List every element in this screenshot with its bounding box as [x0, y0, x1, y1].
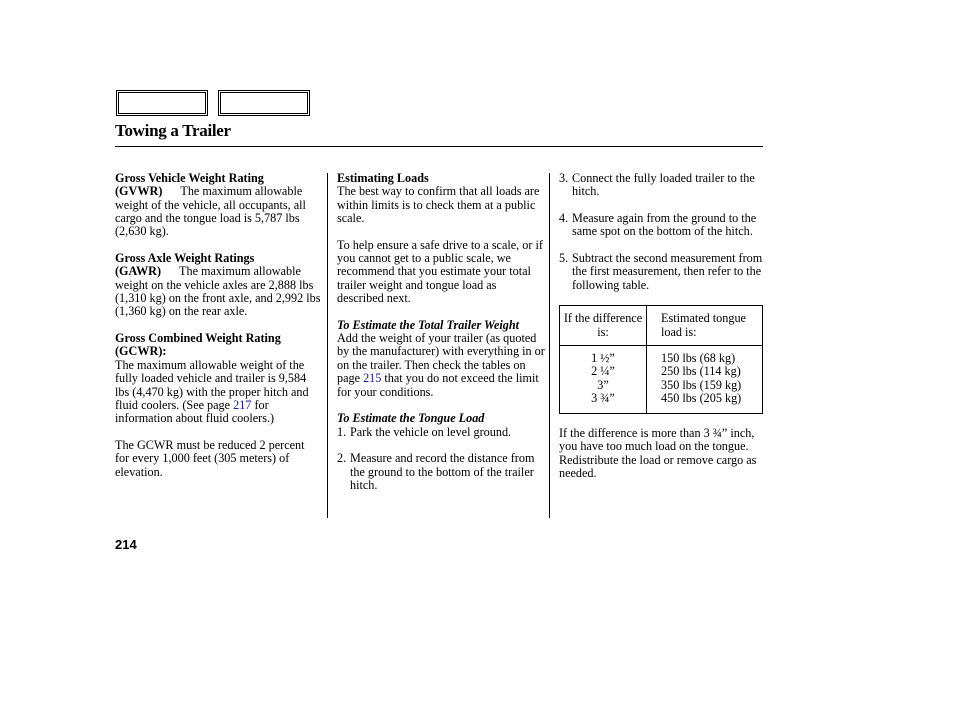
estimating-heading: Estimating Loads [337, 171, 429, 185]
tongue-load-table [559, 305, 763, 413]
column-divider-1 [327, 173, 328, 518]
step-2 [337, 452, 545, 492]
gvwr-section [115, 172, 321, 239]
step-text: Park the vehicle on level ground. [350, 424, 512, 439]
step-number: 4. [559, 211, 569, 226]
step-text: Measure again from the ground to the same spot on the bottom of the hitch. [572, 211, 757, 239]
gawr-text-1: The maximum [179, 264, 251, 279]
tongue-load-heading: To Estimate the Tongue Load [337, 411, 485, 426]
gawr-section [115, 252, 321, 319]
table-cell: 450 lbs (205 kg) [661, 391, 742, 406]
gcwr-section [115, 332, 321, 425]
gvwr-heading-2: (GVWR) [115, 184, 163, 199]
column-3 [559, 172, 765, 494]
total-weight-text [337, 332, 545, 399]
table-cell: 2 ¼” [591, 364, 615, 379]
gawr-heading-2: (GAWR) [115, 264, 162, 279]
table-cell: 3 ¾” [591, 391, 615, 406]
step-number: 5. [559, 251, 569, 266]
gcwr-heading: Gross Combined Weight Rating (GCWR): [115, 331, 281, 359]
step-text: Subtract the second measurement from the first measurement, then refer to the following table. [572, 251, 763, 292]
step-text: Connect the fully loaded trailer to the hitch. [572, 171, 755, 199]
table-header-row [560, 306, 763, 346]
total-weight-heading: To Estimate the Total Trailer Weight [337, 317, 520, 332]
estimating-section [337, 172, 545, 225]
gawr-text-2: allowable weight on the vehicle axles are 2,888 lbs (1,310 kg) on the front axle, and 2,992 lbs (1,360 kg) on the rear axle. [115, 264, 321, 319]
gcwr-reduce: The GCWR must be reduced 2 percent for every 1,000 feet (305 meters) of elevation. [115, 437, 305, 479]
page-title: Towing a Trailer [115, 121, 231, 140]
step-4 [559, 212, 765, 239]
nav-button-1[interactable] [116, 90, 208, 116]
column-divider-2 [549, 173, 550, 518]
page-link-217[interactable]: 217 [233, 397, 252, 412]
table-header-tongue-load: Estimated tongue load is: [647, 306, 763, 346]
gvwr-text-1: The maximum [180, 184, 252, 199]
step-text: Measure and record the distance from the ground to the bottom of the trailer hitch. [350, 451, 535, 492]
step-number: 1. [337, 424, 347, 439]
table-cell: 350 lbs (159 kg) [661, 377, 742, 392]
estimating-text-2: To help ensure a safe drive to a scale, or if you cannot get to a public scale, we recommend that you estimate your total trailer weight and tongue load as described next. [337, 237, 543, 306]
title-divider [115, 146, 763, 147]
table-cell: 250 lbs (114 kg) [661, 364, 741, 379]
table-cell: 3” [597, 377, 609, 392]
gcwr-text-2: for information about fluid coolers.) [115, 397, 275, 426]
table-body-row [560, 346, 763, 413]
step-number: 2. [337, 451, 347, 466]
table-header-difference: If the difference is: [560, 306, 647, 346]
total-weight-text-1: Add the weight of your trailer (as quoted by the manufacturer) with everything in or on the trailer. Then check the tables on page [337, 331, 545, 386]
page-number: 214 [115, 537, 137, 552]
step-3 [559, 172, 765, 199]
table-load-cell [647, 346, 763, 413]
table-difference-cell [560, 346, 647, 413]
overload-note: If the difference is more than 3 ¾” inch, you have too much load on the tongue. Redistribute the load or remove cargo as needed. [559, 425, 757, 480]
step-1 [337, 426, 545, 439]
gawr-heading-1: Gross Axle Weight Ratings [115, 251, 255, 266]
total-weight-text-2: that you do not exceed the limit for your conditions. [337, 371, 539, 399]
table-cell: 150 lbs (68 kg) [661, 351, 736, 366]
page-link-215[interactable]: 215 [363, 371, 382, 386]
column-1 [115, 172, 321, 492]
gcwr-text-1: The maximum allowable weight of the fully loaded vehicle and trailer is 9,584 lbs (4,470 kg) with the proper hitch and fluid coolers. (See page [115, 357, 309, 412]
nav-button-2[interactable] [218, 90, 310, 116]
estimating-text: The best way to confirm that all loads are within limits is to check them at a public scale. [337, 184, 540, 226]
step-number: 3. [559, 171, 569, 185]
step-5 [559, 252, 765, 292]
gvwr-text-2: allowable weight of the vehicle, all occupants, all cargo and the tongue load is 5,787 lbs (2,630 kg). [115, 184, 306, 239]
column-2 [337, 172, 545, 506]
gvwr-heading-1: Gross Vehicle Weight Rating [115, 171, 264, 185]
table-cell: 1 ½” [591, 351, 615, 366]
